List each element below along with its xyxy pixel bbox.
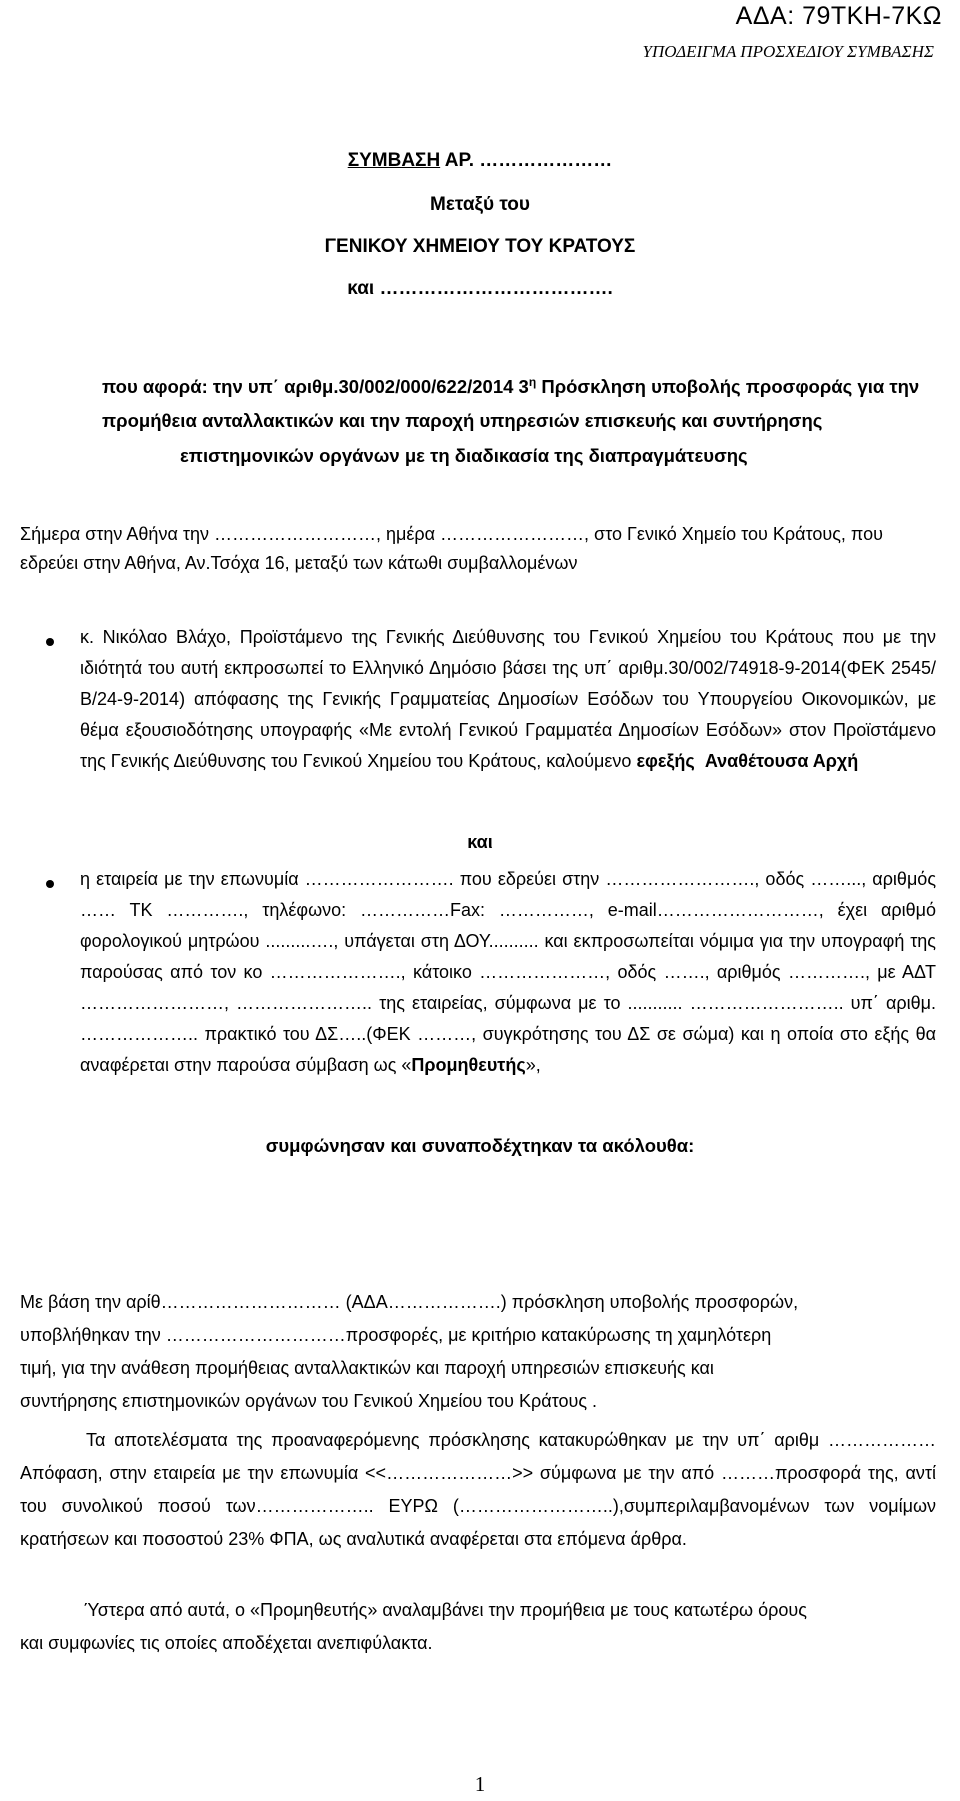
party-a-text: κ. Νικόλαο Βλάχο, Προϊστάμενο της Γενικής Διεύθυνσης του Γενικού Χημείου του Κράτους που με την ιδιότητά του αυτή εκπροσωπεί το Ελληνικό Δημόσιο βάσει της υπ΄ αριθμ.30/002/74918-9-2014(ΦΕΚ 2545/Β/24-9-2014) απόφασης της Γενικής Γραμματείας Δημοσίων Εσόδων του Υπουργείου Οικονομικών, με θέμα εξουσιοδότησης υπογραφής «Με εντολή Γενικού Γραμματέα Δημοσίων Εσόδων» στον Προϊστάμενο της Γενικής Διεύθυνσης του Γενικού Χημείου του Κράτους, καλούμενο — [80, 627, 936, 771]
supplier-bold: Προμηθευτής — [411, 1055, 526, 1075]
party-a-bold-authority: Αναθέτουσα Αρχή — [704, 751, 859, 771]
and-party-two: και ………………………………. — [347, 278, 613, 299]
subject-text: που αφορά: την υπ΄ αριθμ.30/002/000/622/2014 3 — [102, 376, 529, 398]
party-b-end: », — [525, 1055, 541, 1075]
bullet-icon — [46, 638, 54, 646]
and-word: και — [467, 832, 493, 852]
contract-number-placeholder: ΑΡ. ………………… — [440, 150, 613, 171]
body-paragraph-2: Τα αποτελέσματα της προαναφερόμενης πρόσκλησης κατακυρώθηκαν με την υπ΄ αριθμ ………………Απόφαση, στην εταιρεία με την επωνυμία <<…………………>> σύμφωνα με την από ………προσφορά της, αντί του συνολικού ποσού των……………….. ΕΥΡΩ (……………………..),συμπεριλαμβανομένων των νομίμων κρατήσεων και ποσοστού 23% ΦΠΑ, ως αναλυτικά αναφέρεται στα επόμενα άρθρα. — [20, 1430, 936, 1549]
body-p3-line-2: και συμφωνίες τις οποίες αποδέχεται ανεπιφύλακτα. — [20, 1633, 433, 1653]
intro-line-1: Σήμερα στην Αθήνα την ………………………, ημέρα ……………………, στο Γενικό Χημείο του Κράτους, που — [20, 524, 883, 544]
subject-text-rest: Πρόσκληση υποβολής προσφοράς για την — [536, 376, 920, 398]
body-p3-line-1: Ύστερα από αυτά, ο «Προμηθευτής» αναλαμβάνει την προμήθεια με τους κατωτέρω όρους — [84, 1600, 807, 1620]
bullet-icon — [46, 880, 54, 888]
ada-code: ΑΔΑ: 79ΤΚΗ-7ΚΩ — [735, 2, 942, 30]
party-a-paragraph — [80, 622, 936, 777]
party-a-bold-hence: εφεξής — [636, 751, 695, 771]
subject-line-2: προμήθεια ανταλλακτικών και την παροχή υπηρεσιών επισκευής και συντήρησης — [102, 410, 823, 431]
document-type-label: ΥΠΟΔΕΙΓΜΑ ΠΡΟΣΧΕΔΙΟΥ ΣΥΜΒΑΣΗΣ — [642, 42, 934, 61]
agreed-heading: συμφώνησαν και συναποδέχτηκαν τα ακόλουθα: — [265, 1135, 695, 1156]
body-p1-line-1: Με βάση την αρίθ………………………… (ΑΔΑ……………….) πρόσκληση υποβολής προσφορών, — [20, 1292, 799, 1312]
intro-line-2: εδρεύει στην Αθήνα, Αν.Τσόχα 16, μεταξύ των κάτωθι συμβαλλομένων — [20, 553, 578, 573]
contract-label: ΣΥΜΒΑΣΗ — [347, 150, 441, 171]
subject-line-3: επιστημονικών οργάνων με τη διαδικασία της διαπραγμάτευσης — [180, 445, 748, 466]
contract-number — [0, 150, 960, 172]
body-p1-line-2: υποβλήθηκαν την …………………………προσφορές, με κριτήριο κατακύρωσης τη χαμηλότερη — [20, 1325, 772, 1345]
body-p1-line-3: τιμή, για την ανάθεση προμήθειας ανταλλακτικών και παροχή υπηρεσιών επισκευής και — [20, 1358, 714, 1378]
page-number: 1 — [474, 1772, 486, 1796]
party-b-text: η εταιρεία με την επωνυμία ……………………. που εδρεύει στην ……………………., οδός ……..., αριθμός …… ΤΚ …………., τηλέφωνο: ……………Fax: ……………, e-mail………………………, έχει αριθμό φορολογικού μητρώου .........…., υπάγεται στη ΔΟΥ.......... και εκπροσωπείται νόμιμα για την υπογραφή της παρούσας από τον κο …………………., κάτοικο …………………, οδός ……., αριθμός …………., με ΑΔΤ ……………………, ………………….. της εταιρείας, σύμφωνα με το ........... …………………….. υπ΄ αριθμ. ……………….. πρακτικό του ΔΣ…..(ΦΕΚ ………, συγκρότησης του ΔΣ σε σώμα) και η οποία στο εξής θα αναφέρεται στην παρούσα σύμβαση ως « — [80, 869, 936, 1075]
body-p1-line-4: συντήρησης επιστημονικών οργάνων του Γενικού Χημείου του Κράτους . — [20, 1391, 598, 1411]
between-label: Μεταξύ του — [430, 194, 530, 215]
subject-superscript: η — [528, 375, 537, 389]
party-one-name: ΓΕΝΙΚΟΥ ΧΗΜΕΙΟΥ ΤΟΥ ΚΡΑΤΟΥΣ — [324, 236, 636, 257]
subject-line-1 — [102, 375, 919, 398]
party-b-paragraph — [80, 864, 936, 1081]
